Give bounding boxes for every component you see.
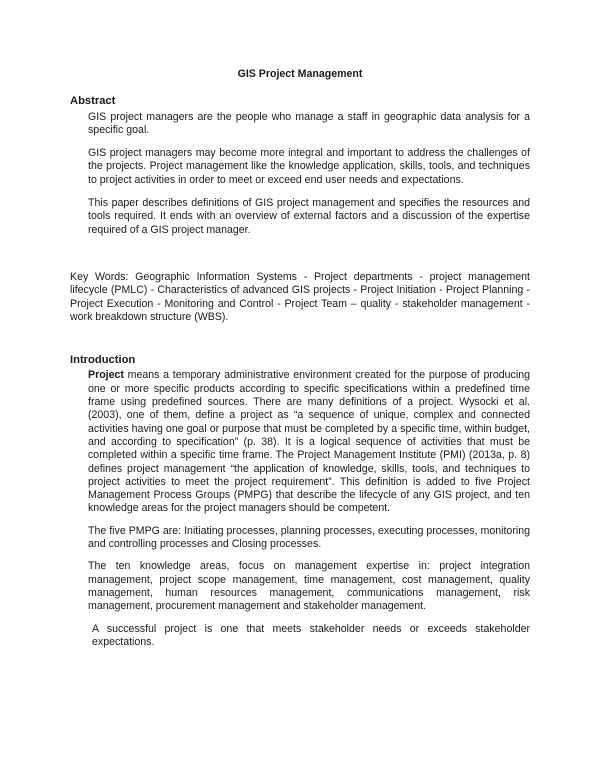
project-term: Project	[88, 369, 124, 382]
abstract-paragraph-3: This paper describes definitions of GIS project management and specifies the resources and tools required. It ends with an overview of external factors and a discussion of the expertise required of a GIS project manager.	[88, 197, 530, 236]
introduction-paragraph-4: A successful project is one that meets stakeholder needs or exceeds stakeholder expectations.	[92, 622, 530, 648]
introduction-heading: Introduction	[70, 354, 136, 367]
abstract-section	[70, 95, 530, 237]
introduction-paragraph-2: The five PMPG are: Initiating processes, planning processes, executing processes, monitoring and controlling processes and Closing processes.	[88, 524, 530, 551]
introduction-paragraph-1	[88, 369, 530, 515]
abstract-heading: Abstract	[70, 95, 116, 108]
introduction-paragraph-3: The ten knowledge areas, focus on management expertise in: project integration management, project scope management, time management, cost management, quality management, human resources management, communications management, risk management, procurement management and stakeholder management.	[88, 560, 530, 613]
document-title: GIS Project Management	[237, 68, 363, 80]
abstract-paragraph-2: GIS project managers may become more integral and important to address the challenges of the projects. Project management like the knowledge application, skills, tools, and techniques to project activities in order to meet or exceed end user needs and expectations.	[88, 147, 530, 186]
introduction-paragraph-1-text: means a temporary administrative environment created for the purpose of producing one or more specific products according to specific specifications within a predefined time frame using predefined sources. There are many definitions of a project. Wysocki et al. (2003), one of them, define a project as “a sequence of unique, complex and connected activities having one goal or purpose that must be completed by a specific time, within budget, and according to specification” (p. 38). It is a logical sequence of activities that must be completed within a specific time frame. The Project Management Institute (PMI) (2013a, p. 8) defines project management “the application of knowledge, skills, tools, and techniques to project activities to meet the project requirement”. This definition is added to five Project Management Process Groups (PMPG) that describe the lifecycle of any GIS project, and ten knowledge areas for the project managers should be competent.	[88, 369, 530, 515]
keywords-paragraph: Key Words: Geographic Information Systems - Project departments - project management lifecycle (PMLC) - Characteristics of advanced GIS projects - Project Initiation - Project Planning - Project Execution - Monitoring and Control - Project Team – quality - stakeholder management - work breakdown structure (WBS).	[70, 270, 530, 323]
abstract-paragraph-1: GIS project managers are the people who manage a staff in geographic data analysis for a specific goal.	[88, 110, 530, 136]
introduction-section	[70, 354, 530, 649]
